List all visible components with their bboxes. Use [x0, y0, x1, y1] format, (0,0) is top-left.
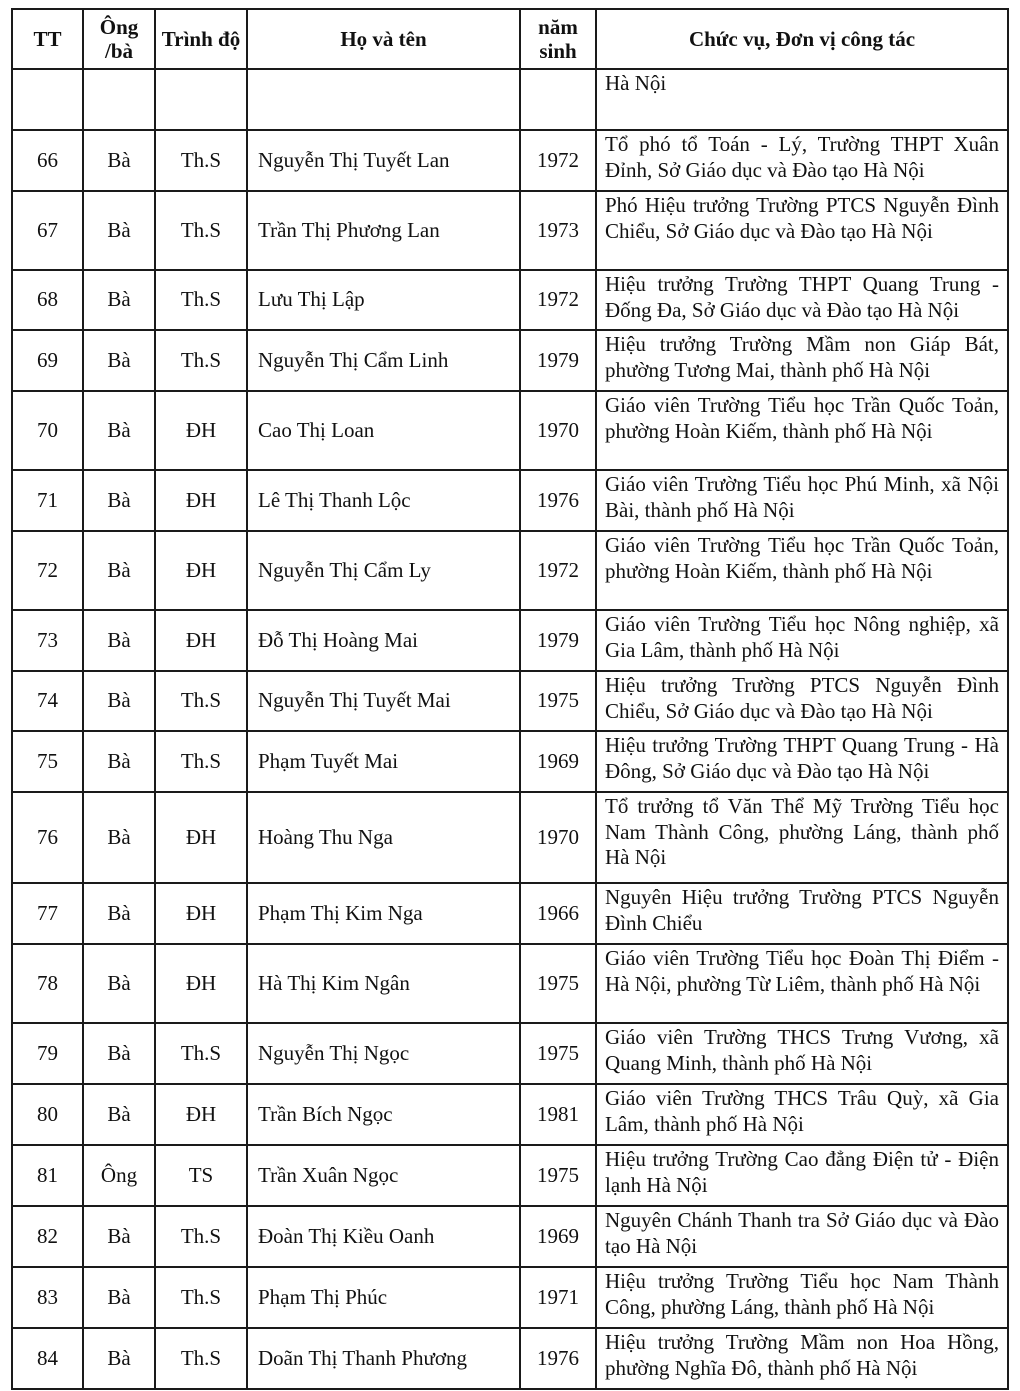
header-unit: Chức vụ, Đơn vị công tác [596, 9, 1008, 69]
cell-year: 1973 [520, 191, 596, 270]
cell-unit: Nguyên Hiệu trưởng Trường PTCS Nguyễn Đình Chiểu [596, 883, 1008, 944]
cell-unit: Phó Hiệu trưởng Trường PTCS Nguyễn Đình Chiểu, Sở Giáo dục và Đào tạo Hà Nội [596, 191, 1008, 270]
cell-unit: Hiệu trưởng Trường THPT Quang Trung - Đống Đa, Sở Giáo dục và Đào tạo Hà Nội [596, 270, 1008, 330]
cell-year [520, 69, 596, 130]
table-row [12, 671, 1008, 731]
cell-tt: 84 [12, 1328, 83, 1389]
cell-title: Bà [83, 944, 155, 1023]
cell-title: Bà [83, 391, 155, 470]
cell-name: Trần Thị Phương Lan [247, 191, 520, 270]
cell-title: Bà [83, 1084, 155, 1145]
cell-degree: Th.S [155, 130, 247, 191]
cell-year: 1969 [520, 1206, 596, 1267]
cell-unit: Hiệu trưởng Trường Tiểu học Nam Thành Công, phường Láng, thành phố Hà Nội [596, 1267, 1008, 1328]
cell-title: Bà [83, 1023, 155, 1084]
cell-title: Bà [83, 531, 155, 610]
cell-degree: ĐH [155, 1084, 247, 1145]
cell-tt: 67 [12, 191, 83, 270]
cell-year: 1972 [520, 130, 596, 191]
cell-year: 1969 [520, 731, 596, 792]
cell-tt: 77 [12, 883, 83, 944]
header-title: Ông /bà [83, 9, 155, 69]
cell-tt: 83 [12, 1267, 83, 1328]
cell-title [83, 69, 155, 130]
table-row [12, 1023, 1008, 1084]
cell-tt: 72 [12, 531, 83, 610]
cell-unit: Tổ phó tổ Toán - Lý, Trường THPT Xuân Đỉnh, Sở Giáo dục và Đào tạo Hà Nội [596, 130, 1008, 191]
cell-name: Nguyễn Thị Cẩm Ly [247, 531, 520, 610]
cell-title: Bà [83, 330, 155, 391]
cell-degree: ĐH [155, 531, 247, 610]
cell-degree: Th.S [155, 1206, 247, 1267]
cell-year: 1975 [520, 1023, 596, 1084]
header-row [12, 9, 1008, 69]
cell-tt: 78 [12, 944, 83, 1023]
cell-title: Bà [83, 1328, 155, 1389]
cell-year: 1975 [520, 671, 596, 731]
cell-year: 1976 [520, 1328, 596, 1389]
cell-year: 1975 [520, 1145, 596, 1206]
cell-tt: 79 [12, 1023, 83, 1084]
cell-unit: Tổ trưởng tổ Văn Thể Mỹ Trường Tiểu học Nam Thành Công, phường Láng, thành phố Hà Nội [596, 792, 1008, 883]
cell-degree [155, 69, 247, 130]
cell-name: Nguyễn Thị Cẩm Linh [247, 330, 520, 391]
cell-unit: Giáo viên Trường Tiểu học Trần Quốc Toản, phường Hoàn Kiếm, thành phố Hà Nội [596, 531, 1008, 610]
cell-name: Lê Thị Thanh Lộc [247, 470, 520, 531]
cell-year: 1970 [520, 391, 596, 470]
cell-degree: Th.S [155, 1023, 247, 1084]
cell-name: Nguyễn Thị Tuyết Mai [247, 671, 520, 731]
cell-degree: Th.S [155, 1267, 247, 1328]
table-row [12, 731, 1008, 792]
header-year: năm sinh [520, 9, 596, 69]
cell-name: Phạm Thị Kim Nga [247, 883, 520, 944]
cell-name: Trần Bích Ngọc [247, 1084, 520, 1145]
cell-degree: Th.S [155, 731, 247, 792]
cell-tt: 69 [12, 330, 83, 391]
cell-year: 1979 [520, 330, 596, 391]
cell-tt: 76 [12, 792, 83, 883]
table-row [12, 391, 1008, 470]
document-page [11, 8, 1009, 1390]
cell-unit: Hiệu trưởng Trường Mầm non Giáp Bát, phường Tương Mai, thành phố Hà Nội [596, 330, 1008, 391]
cell-unit: Nguyên Chánh Thanh tra Sở Giáo dục và Đào tạo Hà Nội [596, 1206, 1008, 1267]
cell-degree: Th.S [155, 330, 247, 391]
cell-name: Lưu Thị Lập [247, 270, 520, 330]
cell-name: Doãn Thị Thanh Phương [247, 1328, 520, 1389]
cell-unit: Hiệu trưởng Trường Cao đẳng Điện tử - Điện lạnh Hà Nội [596, 1145, 1008, 1206]
cell-tt [12, 69, 83, 130]
cell-title: Bà [83, 671, 155, 731]
cell-tt: 82 [12, 1206, 83, 1267]
cell-title: Bà [83, 883, 155, 944]
table-row [12, 1267, 1008, 1328]
cell-unit: Giáo viên Trường Tiểu học Đoàn Thị Điểm - Hà Nội, phường Từ Liêm, thành phố Hà Nội [596, 944, 1008, 1023]
cell-degree: ĐH [155, 610, 247, 671]
header-tt: TT [12, 9, 83, 69]
table-row [12, 1084, 1008, 1145]
cell-degree: Th.S [155, 1328, 247, 1389]
cell-title: Bà [83, 1206, 155, 1267]
cell-unit: Hà Nội [596, 69, 1008, 130]
cell-title: Bà [83, 270, 155, 330]
cell-title: Bà [83, 610, 155, 671]
table-row [12, 1328, 1008, 1389]
cell-year: 1971 [520, 1267, 596, 1328]
table-row [12, 330, 1008, 391]
cell-year: 1979 [520, 610, 596, 671]
cell-unit: Hiệu trưởng Trường THPT Quang Trung - Hà Đông, Sở Giáo dục và Đào tạo Hà Nội [596, 731, 1008, 792]
staff-table [11, 8, 1009, 1390]
cell-tt: 73 [12, 610, 83, 671]
table-row [12, 792, 1008, 883]
cell-tt: 71 [12, 470, 83, 531]
cell-unit: Giáo viên Trường THCS Trưng Vương, xã Quang Minh, thành phố Hà Nội [596, 1023, 1008, 1084]
table-row [12, 130, 1008, 191]
cell-degree: TS [155, 1145, 247, 1206]
cell-tt: 68 [12, 270, 83, 330]
cell-year: 1966 [520, 883, 596, 944]
cell-unit: Giáo viên Trường THCS Trâu Quỳ, xã Gia Lâm, thành phố Hà Nội [596, 1084, 1008, 1145]
cell-title: Bà [83, 792, 155, 883]
cell-degree: ĐH [155, 883, 247, 944]
cell-name: Đoàn Thị Kiều Oanh [247, 1206, 520, 1267]
cell-degree: ĐH [155, 792, 247, 883]
cell-tt: 75 [12, 731, 83, 792]
cell-unit: Hiệu trưởng Trường Mầm non Hoa Hồng, phường Nghĩa Đô, thành phố Hà Nội [596, 1328, 1008, 1389]
cell-name: Cao Thị Loan [247, 391, 520, 470]
cell-title: Bà [83, 470, 155, 531]
cell-title: Bà [83, 130, 155, 191]
cell-tt: 80 [12, 1084, 83, 1145]
cell-degree: ĐH [155, 470, 247, 531]
table-row [12, 470, 1008, 531]
cell-name: Hà Thị Kim Ngân [247, 944, 520, 1023]
cell-name: Nguyễn Thị Tuyết Lan [247, 130, 520, 191]
cell-name: Phạm Tuyết Mai [247, 731, 520, 792]
cell-degree: Th.S [155, 270, 247, 330]
cell-tt: 66 [12, 130, 83, 191]
cell-year: 1972 [520, 531, 596, 610]
cell-degree: ĐH [155, 391, 247, 470]
table-row [12, 531, 1008, 610]
cell-tt: 81 [12, 1145, 83, 1206]
cell-title: Bà [83, 191, 155, 270]
cell-name: Hoàng Thu Nga [247, 792, 520, 883]
cell-year: 1970 [520, 792, 596, 883]
cell-tt: 70 [12, 391, 83, 470]
continuation-row [12, 69, 1008, 130]
cell-name: Phạm Thị Phúc [247, 1267, 520, 1328]
cell-title: Bà [83, 731, 155, 792]
cell-name: Đỗ Thị Hoàng Mai [247, 610, 520, 671]
cell-degree: Th.S [155, 191, 247, 270]
cell-unit: Giáo viên Trường Tiểu học Trần Quốc Toản, phường Hoàn Kiếm, thành phố Hà Nội [596, 391, 1008, 470]
table-row [12, 883, 1008, 944]
table-row [12, 1206, 1008, 1267]
cell-name: Nguyễn Thị Ngọc [247, 1023, 520, 1084]
cell-year: 1975 [520, 944, 596, 1023]
cell-tt: 74 [12, 671, 83, 731]
cell-degree: ĐH [155, 944, 247, 1023]
cell-name: Trần Xuân Ngọc [247, 1145, 520, 1206]
cell-year: 1972 [520, 270, 596, 330]
cell-year: 1976 [520, 470, 596, 531]
table-row [12, 610, 1008, 671]
cell-degree: Th.S [155, 671, 247, 731]
table-row [12, 270, 1008, 330]
table-row [12, 944, 1008, 1023]
header-name: Họ và tên [247, 9, 520, 69]
table-row [12, 191, 1008, 270]
cell-unit: Hiệu trưởng Trường PTCS Nguyễn Đình Chiểu, Sở Giáo dục và Đào tạo Hà Nội [596, 671, 1008, 731]
header-degree: Trình độ [155, 9, 247, 69]
cell-title: Bà [83, 1267, 155, 1328]
table-row [12, 1145, 1008, 1206]
cell-unit: Giáo viên Trường Tiểu học Phú Minh, xã Nội Bài, thành phố Hà Nội [596, 470, 1008, 531]
cell-name [247, 69, 520, 130]
cell-unit: Giáo viên Trường Tiểu học Nông nghiệp, xã Gia Lâm, thành phố Hà Nội [596, 610, 1008, 671]
cell-title: Ông [83, 1145, 155, 1206]
cell-year: 1981 [520, 1084, 596, 1145]
